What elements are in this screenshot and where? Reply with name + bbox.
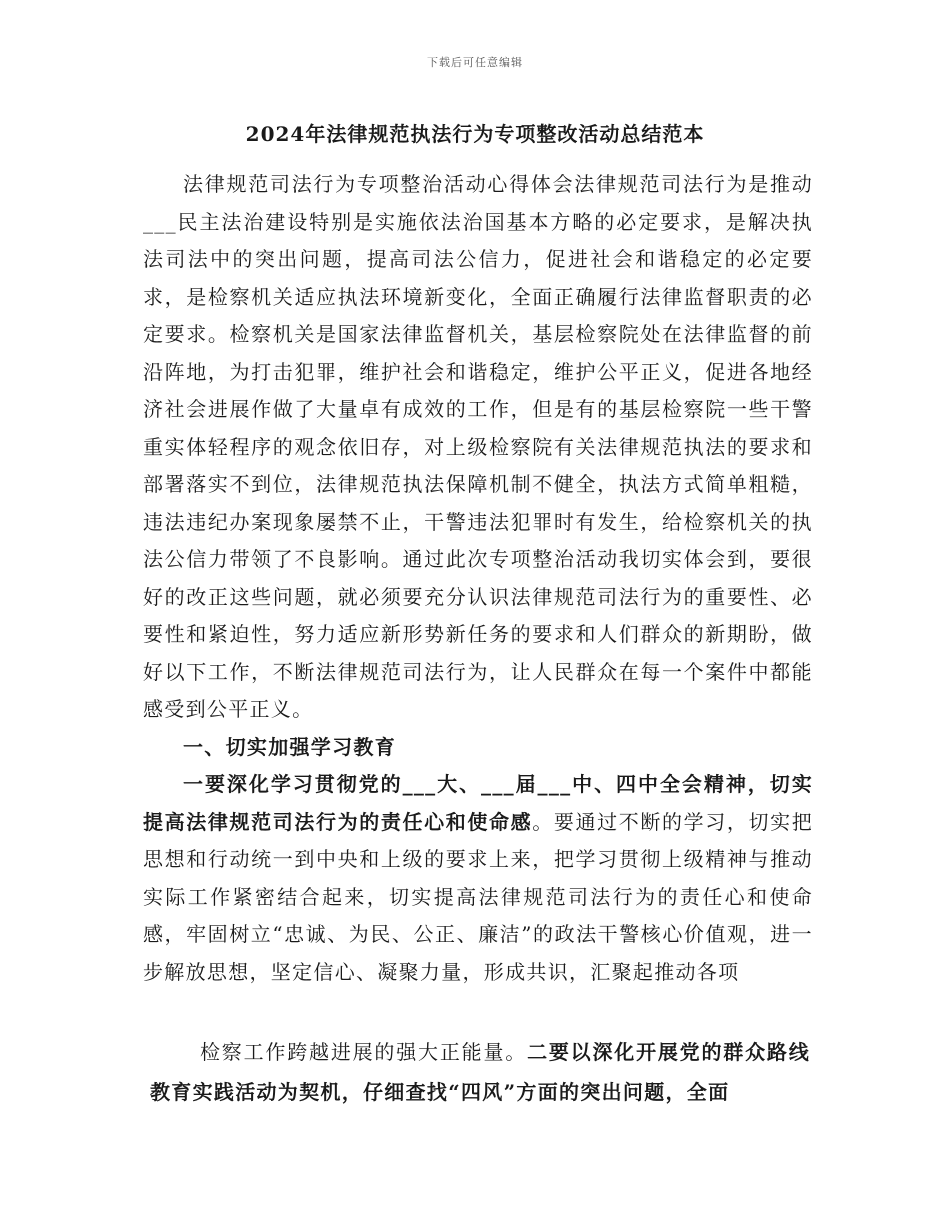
document-title: 2024年法律规范执法行为专项整改活动总结范本 <box>245 122 705 146</box>
paragraph-study-bold-lead: 一要深化学习贯彻党的___大、___届___中、四中全会精神，切实提高法律规范司法行为的责任心和使命感 <box>143 772 813 834</box>
paragraph-continuation-text: 检察工作跨越进展的强大正能量。 <box>200 1040 528 1064</box>
paragraph-study <box>143 766 813 991</box>
section-heading-1: 一、切实加强学习教育 <box>183 734 396 759</box>
paragraph-intro: 法律规范司法行为专项整治活动心得体会法律规范司法行为是推动___民主法治建设特别是实施依法治国基本方略的必定要求，是解决执法司法中的突出问题，提高司法公信力，促进社会和谐稳定的必定要求，是检察机关适应执法环境新变化，全面正确履行法律监督职责的必定要求。检察机关是国家法律监督机关，基层检察院处在法律监督的前沿阵地，为打击犯罪，维护社会和谐稳定，维护公平正义，促进各地经济社会进展作做了大量卓有成效的工作，但是有的基层检察院一些干警重实体轻程序的观念依旧存，对上级检察院有关法律规范执法的要求和部署落实不到位，法律规范执法保障机制不健全，执法方式简单粗糙，违法违纪办案现象屡禁不止，干警违法犯罪时有发生，给检察机关的执法公信力带领了不良影响。通过此次专项整治活动我切实体会到，要很好的改正这些问题，就必须要充分认识法律规范司法行为的重要性、必要性和紧迫性，努力适应新形势新任务的要求和人们群众的新期盼，做好以下工作，不断法律规范司法行为，让人民群众在每一个案件中都能感受到公平正义。 <box>143 172 813 721</box>
document-body <box>143 166 813 991</box>
paragraph-continuation-bold: 二要以深化开展党的群众路线教育实践活动为契机，仔细查找“四风”方面的突出问题，全面 <box>150 1040 811 1104</box>
document-continuation <box>150 1032 810 1112</box>
paragraph-study-text: 。要通过不断的学习，切实把思想和行动统一到中央和上级的要求上来，把学习贯彻上级精神与推动实际工作紧密结合起来，切实提高法律规范司法行为的责任心和使命感，牢固树立“忠诚、为民、公正、廉洁”的政法干警核心价值观，进一步解放思想，坚定信心、凝聚力量，形成共识，汇聚起推动各项 <box>143 809 813 984</box>
paragraph-continuation <box>150 1032 810 1112</box>
header-note: 下载后可任意编辑 <box>427 56 523 69</box>
